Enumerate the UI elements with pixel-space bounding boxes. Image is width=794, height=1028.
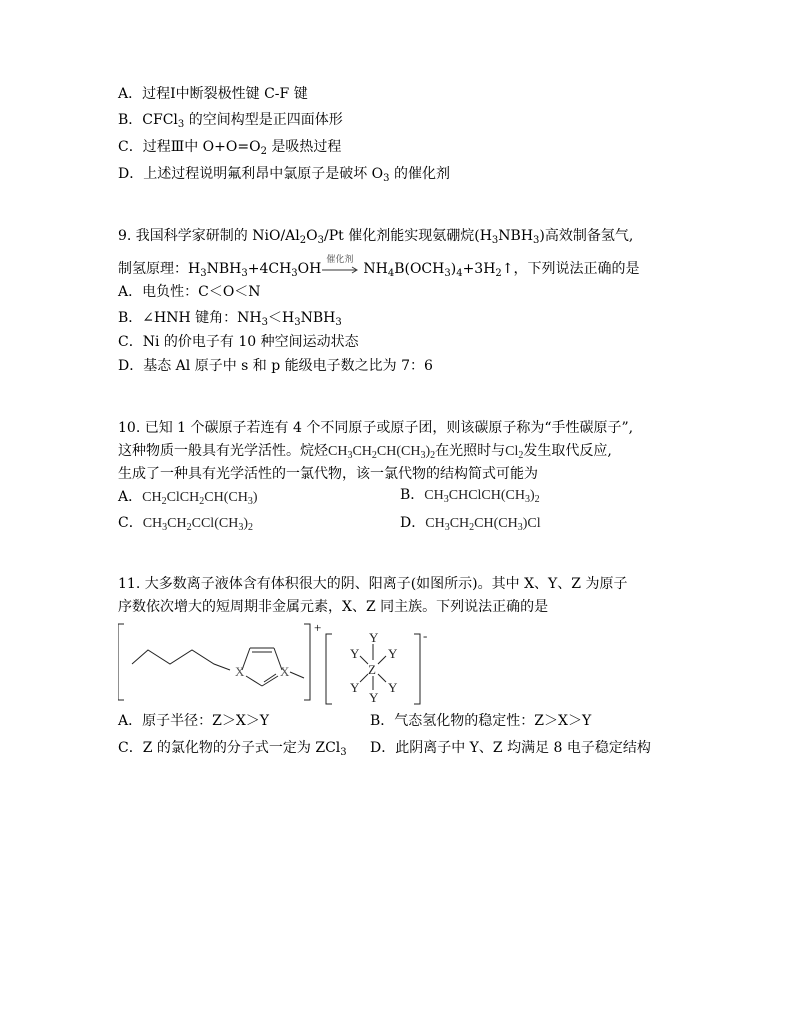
q8-option-c: C．过程Ⅲ中 $O+O=O_2$ 是吸热过程 — [118, 139, 342, 157]
q8-option-b: B．CFCl$_3$ 的空间构型是正四面体形 — [118, 112, 343, 130]
q11-stem-line2: 序数依次增大的短周期非金属元素，X、Z 同主族。下列说法正确的是 — [118, 599, 549, 615]
atom-y-upper-left: Y — [350, 646, 360, 661]
cation — [118, 624, 310, 700]
atom-z: Z — [368, 662, 376, 677]
alkane-formula: $CH_3CH_2CH(CH_3)_2$ — [328, 444, 436, 461]
atom-y-upper-right: Y — [388, 646, 398, 661]
cation-charge: + — [314, 620, 322, 635]
q11-stem-line1: 11. 大多数离子液体含有体积很大的阴、阳离子(如图所示)。其中 X、Y、Z 为原子 — [118, 576, 628, 592]
q10-stem-line2: 这种物质一般具有光学活性。烷烃$CH_3CH_2CH(CH_3)_2$在光照时与$Cl_2$发生取代反应, — [118, 443, 612, 461]
atom-x-left: X — [235, 664, 245, 679]
ring-bond-4 — [246, 676, 262, 686]
q11-option-a: A．原子半径：Z＞X＞Y — [118, 713, 270, 729]
anion-bracket-right — [414, 634, 420, 704]
q9-option-d: D．基态 Al 原子中 s 和 p 能级电子数之比为 7：6 — [118, 358, 433, 374]
catalyst-label: 催化剂 — [326, 255, 354, 265]
arrow-icon — [322, 266, 360, 274]
cation-bracket-left — [118, 624, 124, 700]
q9-option-c: C．Ni 的价电子有 10 种空间运动状态 — [118, 334, 359, 350]
anion-charge: - — [423, 628, 428, 643]
q10-stem-line1: 10. 已知 1 个碳原子若连有 4 个不同原子或原子团，则该碳原子称为“手性碳原子”, — [118, 420, 634, 436]
q11-option-b: B．气态氢化物的稳定性：Z＞X＞Y — [370, 713, 592, 729]
q9-stem-line1: 9. 我国科学家研制的 NiO/$Al_2O_3/Pt$ 催化剂能实现氨硼烷$(H_3NBH_3)$高效制备氢气, — [118, 228, 634, 246]
q11-option-c: C．Z 的氯化物的分子式一定为 ZCl$_3$ — [118, 740, 347, 758]
q11-option-d: D．此阴离子中 Y、Z 均满足 8 电子稳定结构 — [370, 740, 651, 756]
q8-option-d: D．上述过程说明氟利昂中氯原子是破坏 $O_3$ 的催化剂 — [118, 166, 450, 184]
q10-option-d: D．$CH_3CH_2CH(CH_3)Cl$ — [400, 515, 541, 533]
z-y-bond-ll — [360, 674, 368, 682]
atom-y-bottom: Y — [369, 690, 379, 705]
methyl-bond — [290, 672, 304, 678]
atom-y-lower-right: Y — [388, 680, 398, 695]
q10-option-b: B．$CH_3CHClCH(CH_3)_2$ — [400, 487, 540, 505]
q10-stem-line3: 生成了一种具有光学活性的一氯代物，该一氯代物的结构简式可能为 — [118, 466, 538, 482]
atom-y-top: Y — [369, 630, 379, 645]
z-y-bond-ul — [360, 656, 368, 664]
q9-reaction-line: 制氢原理：$H_3NBH_3+4CH_3OH$ 催化剂 $NH_4B(OCH_3)_4+3H_2↑$，下列说法正确的是 — [118, 259, 640, 279]
q10-option-a: A．$CH_2ClCH_2CH(CH_3)$ — [118, 489, 258, 507]
chlorine-formula: $Cl_2$ — [505, 444, 524, 461]
butyl-chain — [132, 650, 230, 670]
ionic-liquid-structure — [118, 620, 438, 706]
anion-bracket-left — [326, 634, 332, 704]
q9-option-a: A．电负性：C＜O＜N — [118, 284, 261, 300]
atom-x-right: X — [280, 664, 290, 679]
z-y-bond-lr — [378, 674, 386, 682]
cation-bracket-right — [304, 624, 310, 700]
reaction-arrow — [322, 255, 362, 276]
q8-option-a: A．过程Ⅰ中断裂极性键 C-F 键 — [118, 86, 308, 102]
z-y-bond-ur — [378, 656, 386, 664]
q10-option-c: C．$CH_3CH_2CCl(CH_3)_2$ — [118, 515, 253, 533]
q9-option-b: B．∠HNH 键角：$NH_3<H_3NBH_3$ — [118, 310, 342, 328]
atom-y-lower-left: Y — [350, 680, 360, 695]
